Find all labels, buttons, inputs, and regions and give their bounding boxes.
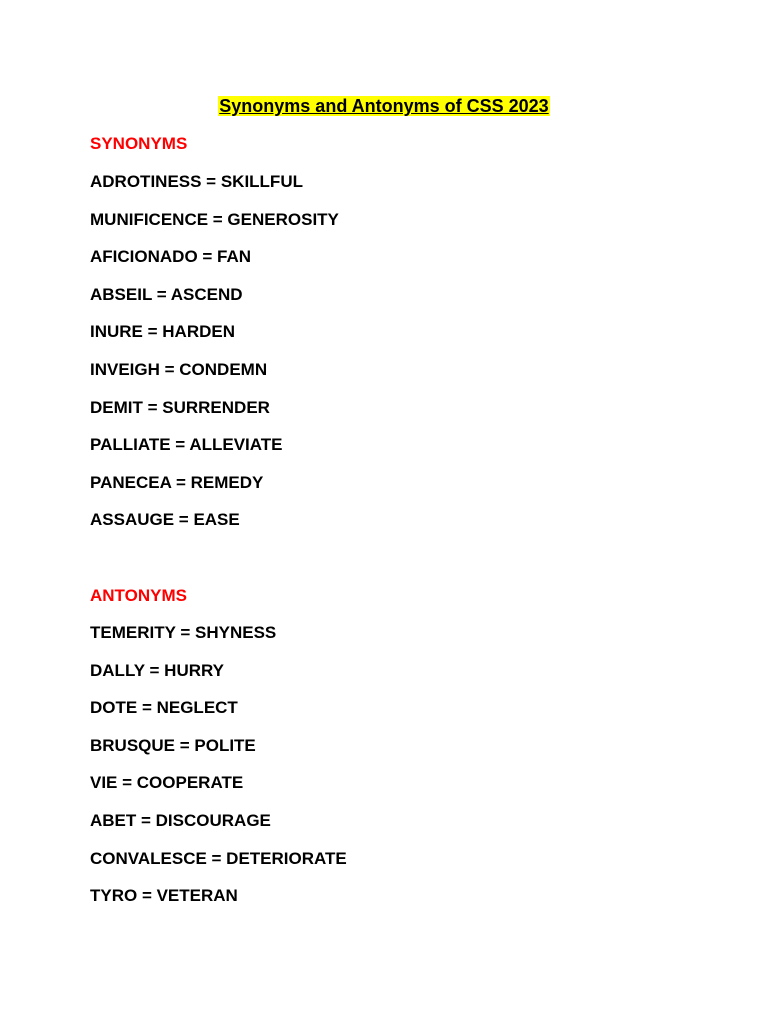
document-title: Synonyms and Antonyms of CSS 2023 [219,96,549,116]
antonym-item: CONVALESCE = DETERIORATE [90,848,347,868]
synonym-item: PALLIATE = ALLEVIATE [90,435,283,455]
synonym-item: INVEIGH = CONDEMN [90,359,268,379]
antonym-item: DALLY = HURRY [90,660,224,680]
synonym-item: ASSAUGE = EASE [90,510,240,530]
synonym-item: DEMIT = SURRENDER [90,397,270,417]
antonym-item: ABET = DISCOURAGE [90,810,271,830]
synonym-item: AFICIONADO = FAN [90,247,252,267]
antonyms-list [90,623,347,924]
synonyms-list [90,172,339,548]
synonyms-heading: SYNONYMS [90,134,188,153]
synonym-item: ABSEIL = ASCEND [90,284,243,304]
antonym-item: BRUSQUE = POLITE [90,735,256,755]
antonym-item: TEMERITY = SHYNESS [90,623,277,642]
antonym-item: VIE = COOPERATE [90,773,244,793]
antonym-item: DOTE = NEGLECT [90,698,238,718]
synonym-item: MUNIFICENCE = GENEROSITY [90,209,339,229]
synonym-item: INURE = HARDEN [90,322,235,342]
antonym-item: TYRO = VETERAN [90,886,238,906]
antonyms-heading: ANTONYMS [90,586,187,605]
synonym-item: PANECEA = REMEDY [90,472,264,492]
synonym-item: ADROTINESS = SKILLFUL [90,172,303,191]
document-title-block [0,95,768,117]
